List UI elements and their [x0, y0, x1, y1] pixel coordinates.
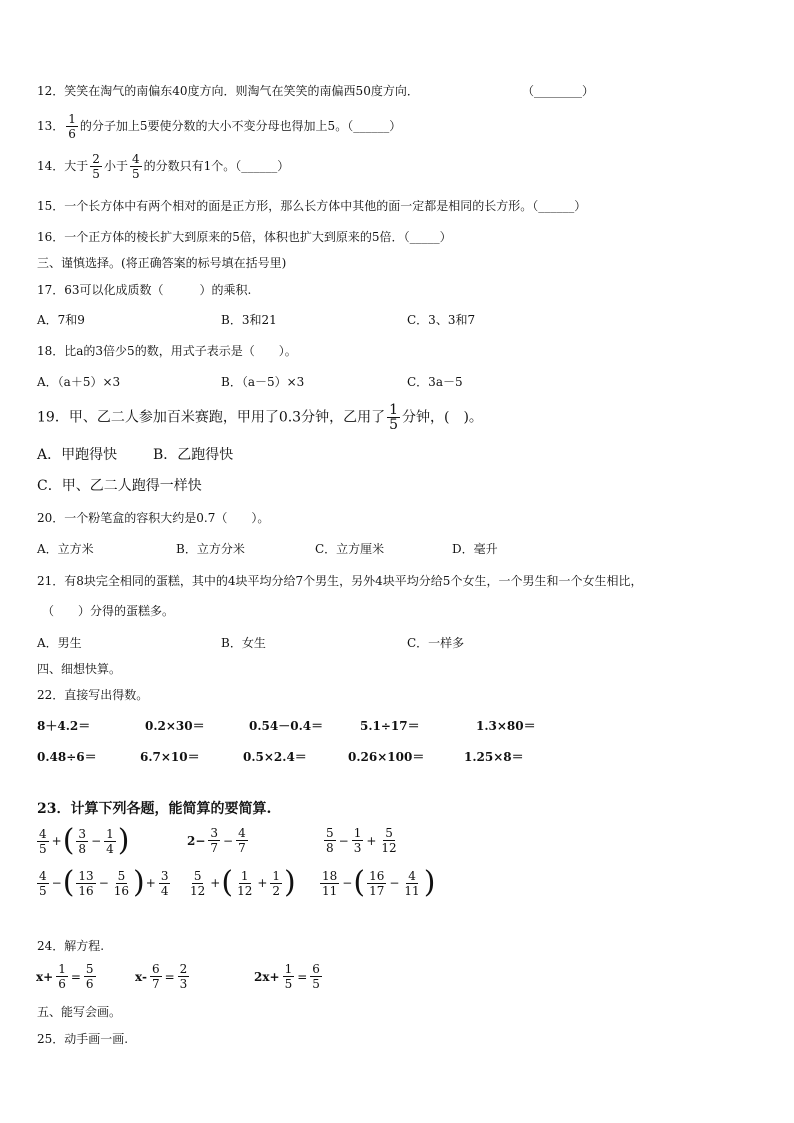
question-15: 15．一个长方体中有两个相对的面是正方形，那么长方体中其他的面一定都是相同的长方形。（______）	[37, 199, 587, 213]
question-17: 17．63可以化成质数（ ）的乘积.	[37, 283, 252, 297]
section-4-heading: 四、细想快算。	[37, 662, 122, 676]
option-21c[interactable]: C．一样多	[407, 636, 465, 650]
calc-item: 0.54－0.4＝	[249, 719, 324, 733]
question-23: 23．计算下列各题，能简算的要简算.	[37, 801, 272, 817]
question-12: 12．笑笑在淘气的南偏东40度方向．则淘气在笑笑的南偏西50度方向．	[37, 84, 419, 98]
question-13: 13． $\frac{1}{6}$ 的分子加上5要使分数的大小不变分母也得加上5。（______）	[37, 112, 402, 141]
expression-5: 5 12 + ( 1 12 + $\frac{1}{2}$ )	[190, 865, 296, 900]
calc-item: 5.1÷17＝	[360, 719, 420, 733]
answer-blank-13[interactable]: （______）	[347, 119, 402, 133]
section-3-heading: 三、谨慎选择。(将正确答案的标号填在括号里)	[37, 256, 287, 270]
equation-3: 2x+ $\frac{1}{5}$ = $\frac{6}{5}$	[254, 962, 320, 991]
answer-blank-12[interactable]: （________）	[522, 84, 595, 98]
question-25: 25．动手画一画.	[37, 1032, 129, 1046]
option-19c[interactable]: C．甲、乙二人跑得一样快	[37, 478, 202, 494]
question-24: 24．解方程.	[37, 939, 105, 953]
question-18: 18．比a的3倍少5的数，用式子表示是（ ）。	[37, 344, 297, 358]
answer-blank-16[interactable]: （_____）	[403, 230, 452, 244]
calc-item: 1.3×80＝	[476, 719, 536, 733]
option-18c[interactable]: C．3a－5	[407, 375, 463, 389]
expression-1: 4 5 + ( 3 8 − $\frac{1}{4}$ )	[39, 823, 130, 858]
option-19a[interactable]: A．甲跑得快	[37, 447, 118, 463]
calc-item: 0.5×2.4＝	[243, 750, 307, 764]
calc-item: 0.48÷6＝	[37, 750, 97, 764]
option-20c[interactable]: C．立方厘米	[315, 542, 385, 556]
equation-2: x- $\frac{6}{7}$ = $\frac{2}{3}$	[135, 962, 188, 991]
calc-item: 0.2×30＝	[145, 719, 205, 733]
fraction: $\frac{1}{5}$	[389, 402, 398, 433]
question-16: 16．一个正方体的棱长扩大到原来的5倍，体积也扩大到原来的5倍．（_____）	[37, 230, 452, 244]
expression-4: 4 5 − ( 13 16 − $\frac{5}{16}$ ) + $\frac{3}{4}$	[39, 865, 169, 900]
question-21: 21．有8块完全相同的蛋糕，其中的4块平均分给7个男生，另外4块平均分给5个女生，一个男生和一个女生相比，	[37, 574, 643, 588]
option-21a[interactable]: A．男生	[37, 636, 82, 650]
calc-item: 1.25×8＝	[464, 750, 524, 764]
option-20b[interactable]: B．立方分米	[176, 542, 245, 556]
answer-blank-14[interactable]: （______）	[235, 159, 290, 173]
fraction: $\frac{1}{6}$	[68, 112, 76, 141]
option-19b[interactable]: B．乙跑得快	[153, 447, 234, 463]
question-14: 14．大于 $\frac{2}{5}$ 小于 $\frac{4}{5}$ 的分数只有1个。（______）	[37, 152, 290, 181]
question-22: 22．直接写出得数。	[37, 688, 149, 702]
expression-3: 5 8 − $\frac{1}{3}$ + $\frac{5}{12}$	[326, 826, 397, 855]
expression-6: 18 11 − ( 16 17 − $\frac{4}{11}$ )	[322, 865, 436, 900]
option-18b[interactable]: B．（a－5）×3	[221, 375, 305, 389]
question-19: 19．甲、乙二人参加百米赛跑，甲用了0.3分钟，乙用了 $\frac{1}{5}$ 分钟，( )。	[37, 402, 483, 433]
fraction: $\frac{4}{5}$	[131, 152, 140, 181]
option-20a[interactable]: A．立方米	[37, 542, 94, 556]
calc-item: 0.26×100＝	[348, 750, 425, 764]
option-17c[interactable]: C．3、3和7	[407, 313, 476, 327]
answer-blank-15[interactable]: （______）	[532, 199, 587, 213]
option-18a[interactable]: A．（a＋5）×3	[37, 375, 121, 389]
question-20: 20．一个粉笔盒的容积大约是0.7（ ）。	[37, 511, 270, 525]
fraction: $\frac{2}{5}$	[92, 152, 100, 181]
calc-item: 8＋4.2＝	[37, 719, 91, 733]
option-17b[interactable]: B．3和21	[221, 313, 277, 327]
option-17a[interactable]: A．7和9	[37, 313, 85, 327]
expression-2: 2− $\frac{3}{7}$ − $\frac{4}{7}$	[187, 826, 246, 855]
equation-1: x+ $\frac{1}{6}$ = $\frac{5}{6}$	[36, 962, 94, 991]
section-5-heading: 五、能写会画。	[37, 1005, 122, 1019]
option-21b[interactable]: B．女生	[221, 636, 266, 650]
calc-item: 6.7×10＝	[140, 750, 200, 764]
question-21-cont: （ ）分得的蛋糕多。	[42, 604, 175, 618]
option-20d[interactable]: D．毫升	[452, 542, 498, 556]
